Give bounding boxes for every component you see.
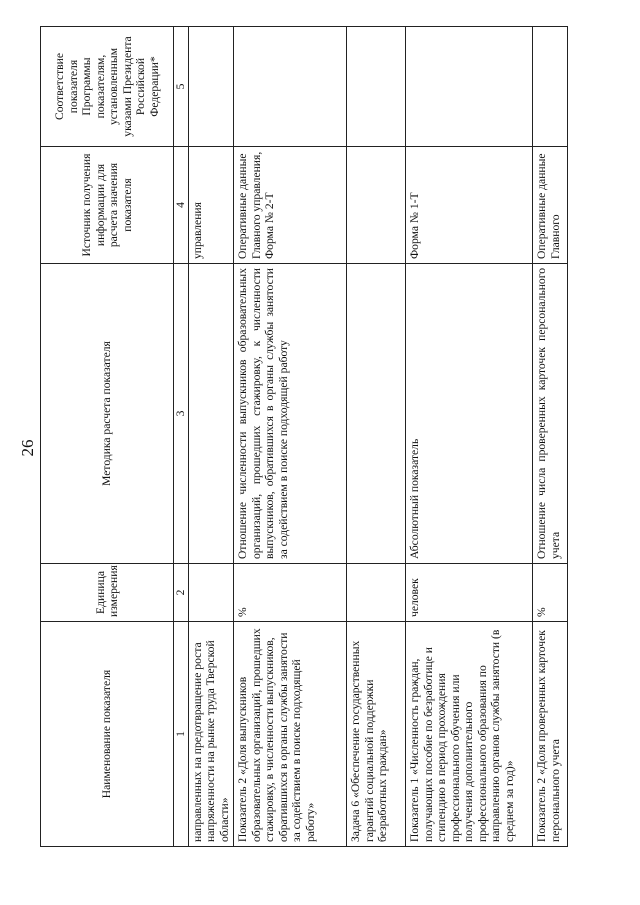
indicators-table [40,26,568,847]
table-row [347,27,406,847]
column-number: 1 [174,622,189,847]
indicator-method: Отношение числа проверенных карточек персонального учета [533,264,568,564]
indicator-name: Показатель 2 «Доля выпускников образовательных организаций, прошедших стажировку, в численности выпускников, обратившихся в органы службы занятости за содействием в поиске подходящей работу» [234,622,347,847]
indicator-name: направленных на предотвращение роста напряженности на рынке труда Тверской области» [188,622,234,847]
table-row [406,27,533,847]
table-row [188,27,234,847]
indicator-match [406,27,533,147]
indicator-source [347,147,406,264]
indicator-source: Оперативные данные Главного [533,147,568,264]
header-unit: Единица измерения [41,564,174,622]
indicator-source: управления [188,147,234,264]
indicator-unit: человек [406,564,533,622]
indicator-method: Абсолютный показатель [406,264,533,564]
page-number: 26 [18,439,37,457]
indicator-name: Показатель 1 «Численность граждан, получающих пособие по безработице и стипендию в период прохождения профессионального обучения или получения дополнительного профессионального образования по направлению органов службы занятости (в среднем за год)» [406,622,533,847]
indicator-source: Форма № 1-Т [406,147,533,264]
indicator-match [533,27,568,147]
indicator-unit [347,564,406,622]
indicator-source: Оперативные данные Главного управления, Форма № 2-Т [234,147,347,264]
indicator-name: Задача 6 «Обеспечение государственных гарантий социальной поддержки безработных граждан» [347,622,406,847]
table-row [533,27,568,847]
indicator-match [347,27,406,147]
indicator-unit: % [533,564,568,622]
header-indicator-name: Наименование показателя [41,622,174,847]
header-source: Источник получения информации для расчета значения показателя [41,147,174,264]
column-number: 4 [174,147,189,264]
column-number: 2 [174,564,189,622]
header-row [41,27,174,847]
indicator-match [188,27,234,147]
indicator-name: Показатель 2 «Доля проверенных карточек персонального учета [533,622,568,847]
table-row [234,27,347,847]
column-numbers-row [174,27,189,847]
header-method: Методика расчета показателя [41,264,174,564]
indicator-unit: % [234,564,347,622]
column-number: 3 [174,264,189,564]
indicator-method: Отношение численности выпускников образовательных организаций, прошедших стажировку, к численности выпускников, обратившихся в органы службы занятости за содействием в поиске подходящей работу [234,264,347,564]
indicator-method [347,264,406,564]
indicator-method [188,264,234,564]
header-match: Соответствие показателя Программы показателям, установленным указами Президента Российской Федерации* [41,27,174,147]
indicator-match [234,27,347,147]
indicator-unit [188,564,234,622]
column-number: 5 [174,27,189,147]
